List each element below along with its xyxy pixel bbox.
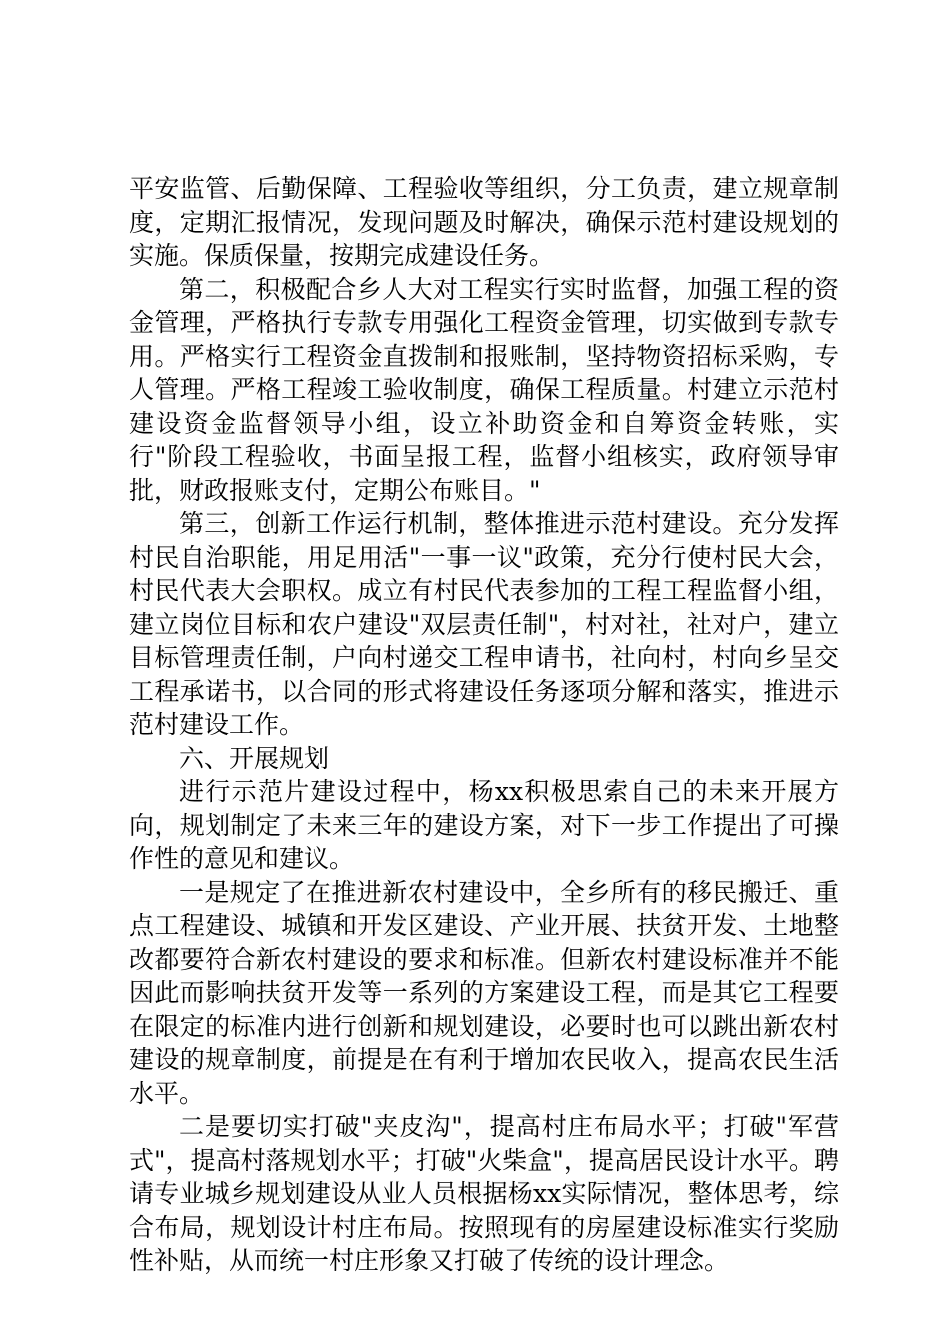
- section-heading: 六、开展规划: [179, 743, 330, 773]
- paragraph-6: 一是规定了在推进新农村建设中，全乡所有的移民搬迁、重点工程建设、城镇和开发区建设、产业开展、扶贫开发、土地整改都要符合新农村建设的要求和标准。但新农村建设标准并不能因此而影响扶贫开发等一系列的方案建设工程，而是其它工程要在限定的标准内进行创新和规划建设，必要时也可以跳出新农村建设的规章制度，前提是在有利于增加农民收入，提高农民生活水平。: [129, 877, 839, 1108]
- paragraph-3: 第三，创新工作运行机制，整体推进示范村建设。充分发挥村民自治职能，用足用活"一事一议"政策，充分行使村民大会，村民代表大会职权。成立有村民代表参加的工程工程监督小组，建立岗位目标和农户建设"双层责任制"，村对社，社对户，建立目标管理责任制，户向村递交工程申请书，社向村，村向乡呈交工程承诺书，以合同的形式将建设任务逐项分解和落实，推进示范村建设工作。: [129, 509, 839, 739]
- paragraph-1: 平安监管、后勤保障、工程验收等组织，分工负责，建立规章制度，定期汇报情况，发现问题及时解决，确保示范村建设规划的实施。保质保量，按期完成建设任务。: [129, 174, 839, 270]
- paragraph-5: 进行示范片建设过程中，杨xx积极思索自己的未来开展方向，规划制定了未来三年的建设方案，对下一步工作提出了可操作性的意见和建议。: [129, 777, 839, 873]
- document-body: [129, 172, 839, 1278]
- paragraph-2: 第二，积极配合乡人大对工程实行实时监督，加强工程的资金管理，严格执行专款专用强化工程资金管理，切实做到专款专用。严格实行工程资金直拨制和报账制，坚持物资招标采购，专人管理。严格工程竣工验收制度，确保工程质量。村建立示范村建设资金监督领导小组，设立补助资金和自筹资金转账，实行"阶段工程验收，书面呈报工程，监督小组核实，政府领导审批，财政报账支付，定期公布账目。": [129, 274, 839, 505]
- paragraph-7: 二是要切实打破"夹皮沟"，提高村庄布局水平；打破"军营式"，提高村落规划水平；打破"火柴盒"，提高居民设计水平。聘请专业城乡规划建设从业人员根据杨xx实际情况，整体思考，综合布局，规划设计村庄布局。按照现有的房屋建设标准实行奖励性补贴，从而统一村庄形象又打破了传统的设计理念。: [129, 1112, 839, 1275]
